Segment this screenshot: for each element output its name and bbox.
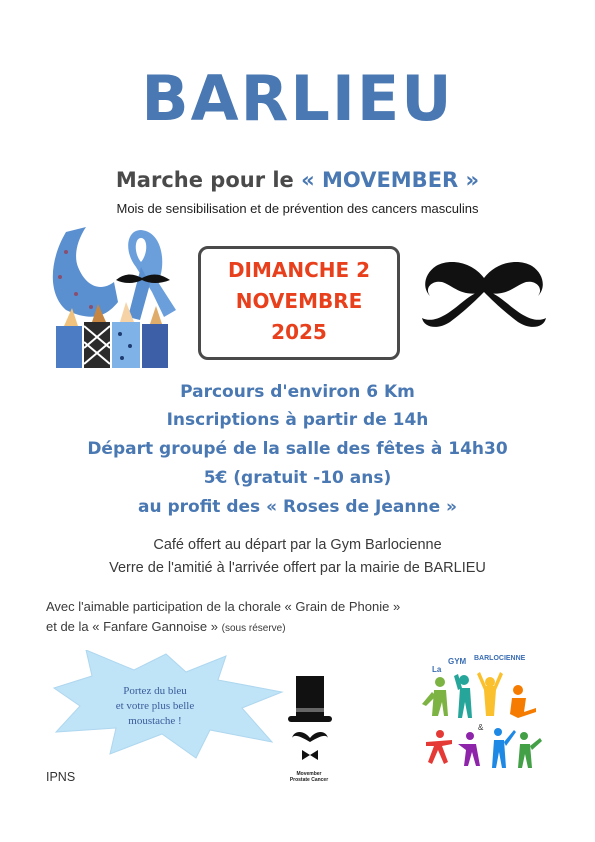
participation-band-text: et de la « Fanfare Gannoise »	[46, 619, 219, 634]
detail-beneficiary: au profit des « Roses de Jeanne »	[137, 497, 458, 517]
date-box	[198, 246, 400, 360]
detail-departure: Départ groupé de la salle des fêtes à 14h30	[87, 439, 508, 459]
burst-line-2: et votre plus belle	[115, 700, 195, 712]
date-year: 2025	[271, 320, 327, 344]
tagline: Mois de sensibilisation et de prévention des cancers masculins	[116, 201, 479, 216]
offer-drink: Verre de l'amitié à l'arrivée offert par la mairie de BARLIEU	[109, 560, 486, 576]
mustache-icon	[422, 258, 548, 338]
detail-registration: Inscriptions à partir de 14h	[166, 410, 429, 430]
gym-logo-word-la: La	[432, 665, 442, 674]
movember-logo-line-1: Movember	[296, 771, 322, 777]
date-day: DIMANCHE 2	[227, 258, 371, 282]
movember-logo-caption	[284, 771, 334, 783]
subtitle-prefix: Marche pour le	[115, 168, 294, 192]
top-hat-mustache-icon	[286, 676, 334, 770]
movember-logo-line-2: Prostate Cancer	[289, 777, 329, 783]
event-subtitle	[0, 168, 595, 192]
gym-logo-word-barlocienne: BARLOCIENNE	[474, 655, 526, 662]
gym-logo-word-gym: GYM	[448, 657, 467, 666]
offer-coffee: Café offert au départ par la Gym Barlocienne	[153, 537, 442, 553]
burst-line-1: Portez du bleu	[123, 685, 187, 697]
participation-choir: Avec l'aimable participation de la chorale « Grain de Phonie »	[46, 599, 401, 614]
detail-price: 5€ (gratuit -10 ans)	[203, 468, 392, 488]
burst-line-3: moustache !	[128, 715, 182, 727]
burst-message	[70, 684, 240, 729]
page-title: BARLIEU	[141, 62, 454, 135]
date-month: NOVEMBRE	[235, 289, 363, 313]
participation-band	[46, 619, 286, 634]
participation-note: (sous réserve)	[221, 623, 286, 634]
hands-ribbon-illustration	[46, 222, 186, 368]
footer-ipns: IPNS	[46, 770, 76, 784]
gym-logo-ampersand: &	[478, 723, 484, 732]
subtitle-highlight: « MOVEMBER »	[301, 168, 480, 192]
gym-figures-logo	[418, 646, 546, 776]
detail-distance: Parcours d'environ 6 Km	[180, 382, 415, 402]
